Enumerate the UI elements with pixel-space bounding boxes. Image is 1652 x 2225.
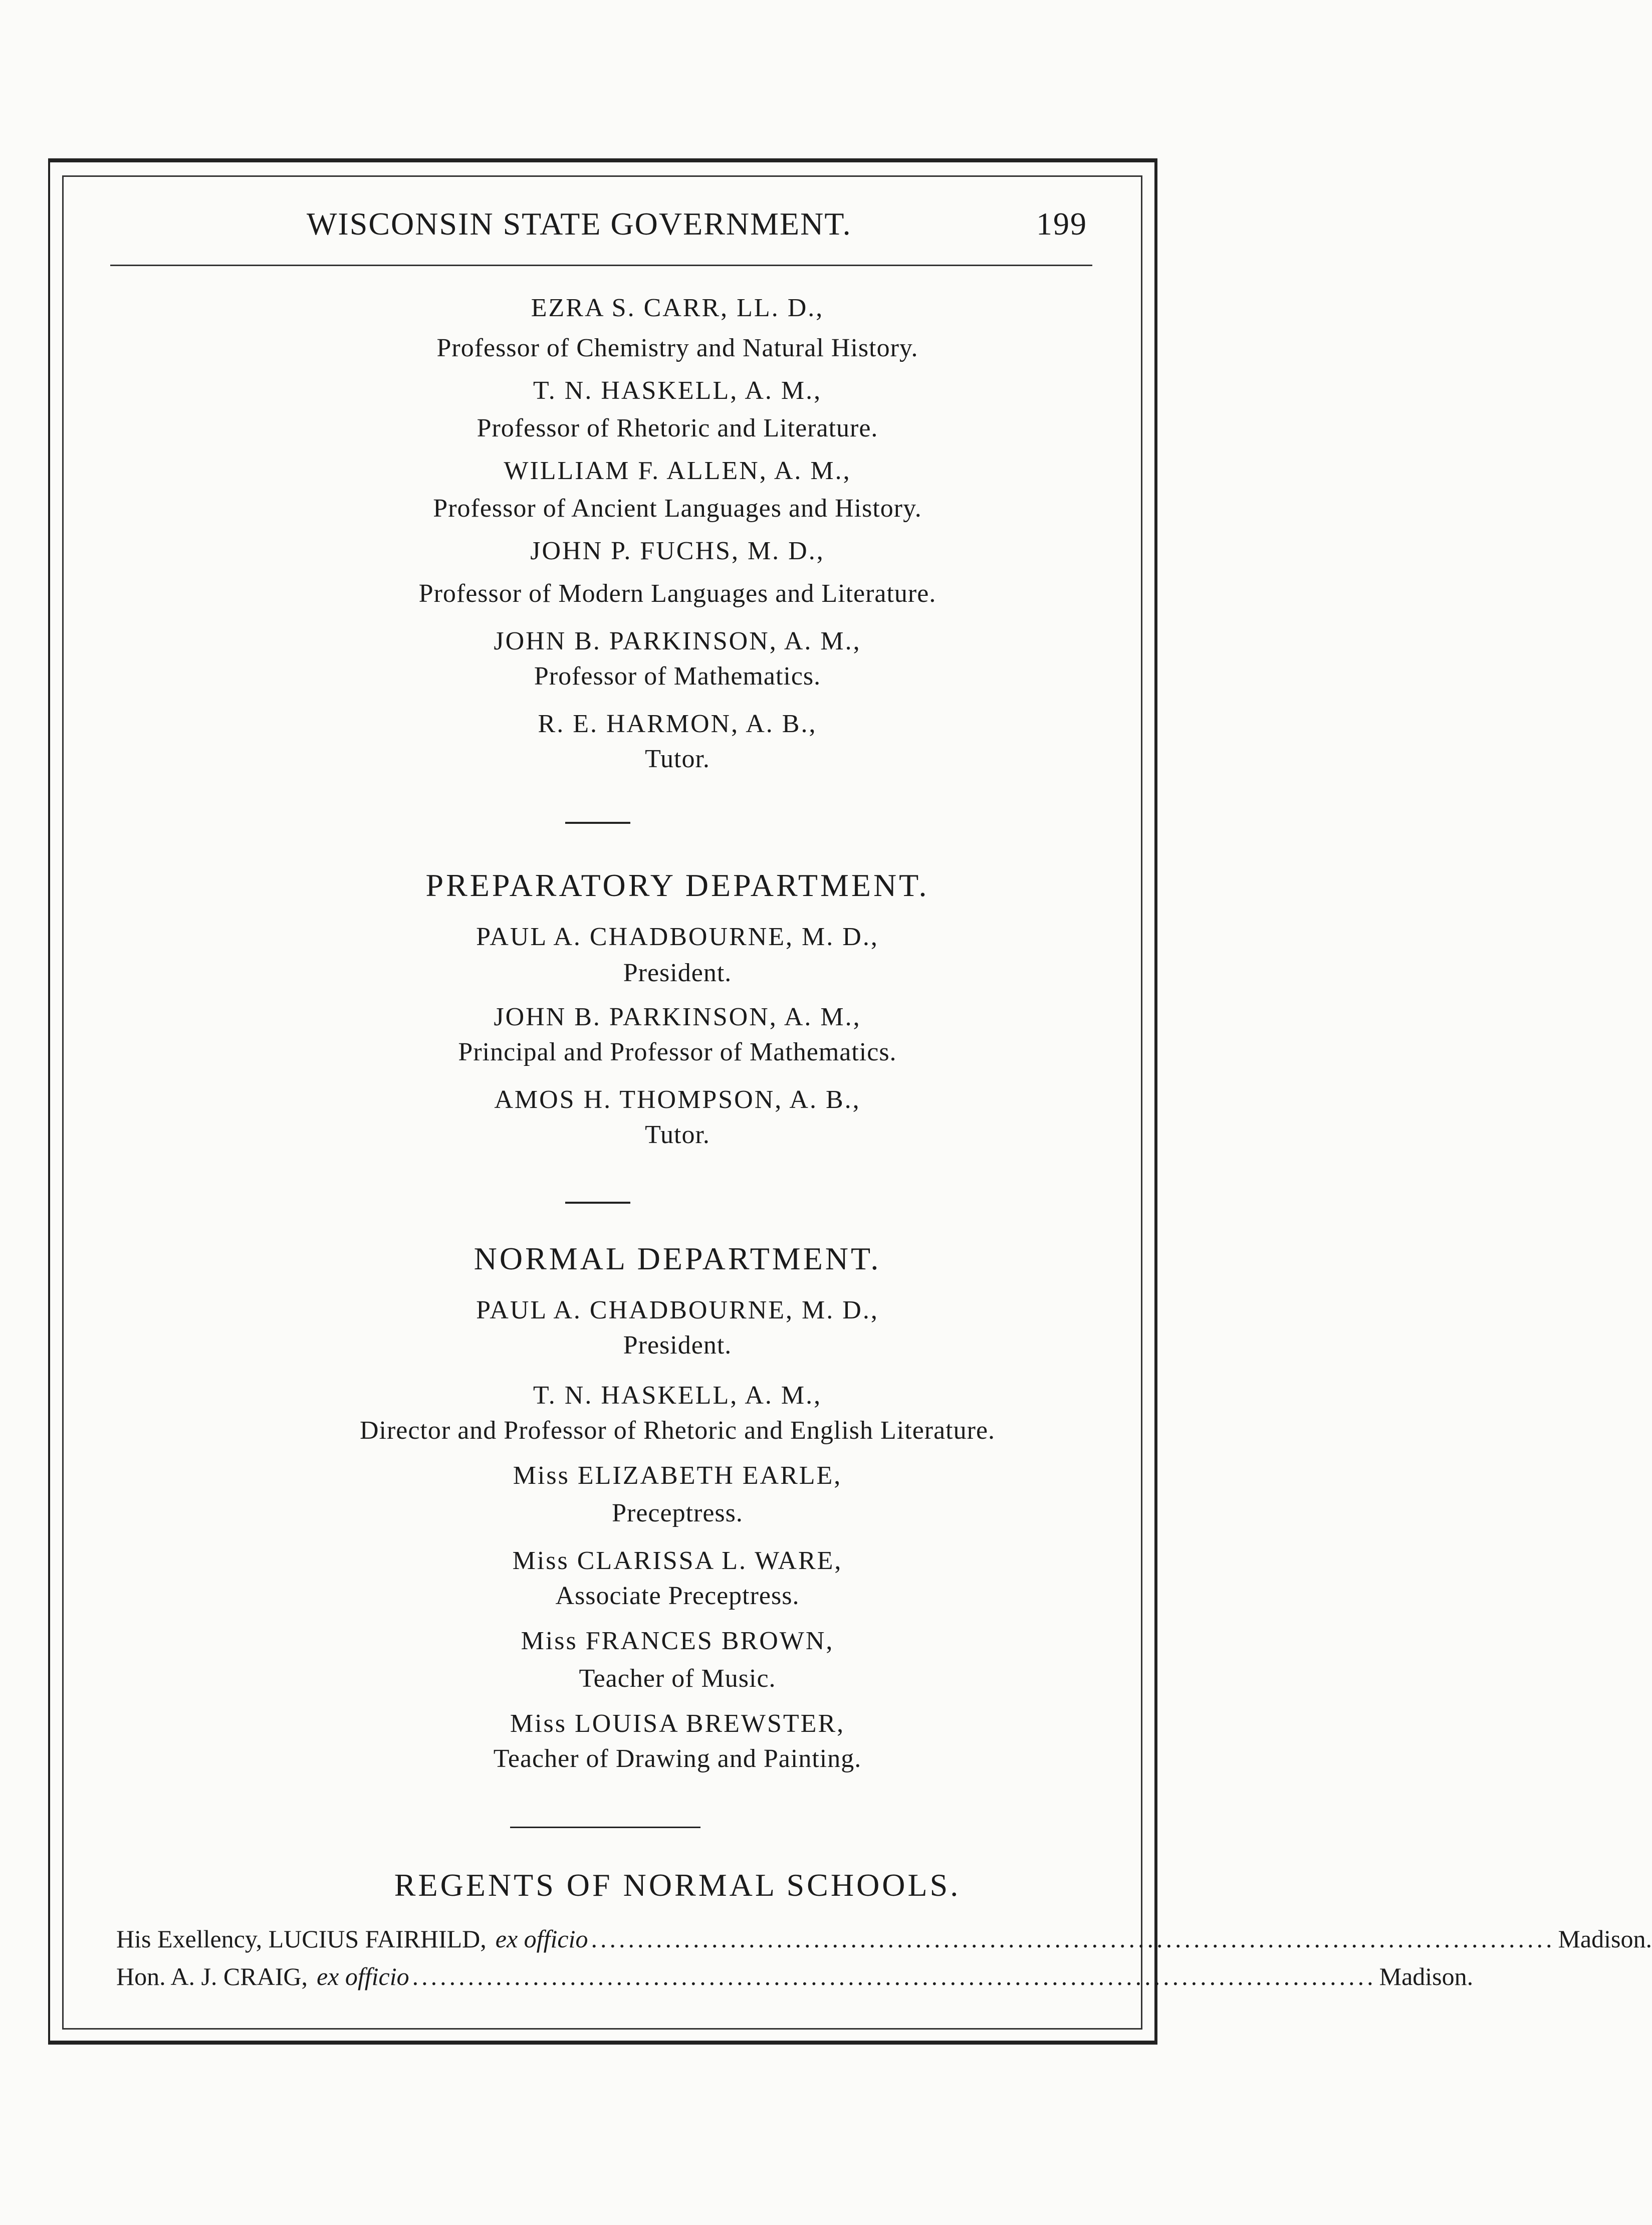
regent-name: Hon. A. J. CRAIG, [116,1962,308,1990]
preparatory-heading: PREPARATORY DEPARTMENT. [425,867,929,903]
staff-role: Associate Preceptress. [555,1582,800,1610]
faculty-role: Professor of Rhetoric and Literature. [477,414,878,442]
regent-office: ex officio [495,1925,588,1953]
regent-name: His Exellency, LUCIUS FAIRHILD, [116,1925,487,1953]
staff-name: AMOS H. THOMPSON, A. B., [494,1085,861,1114]
faculty-role: Professor of Modern Languages and Literature. [418,579,936,608]
staff-name: PAUL A. CHADBOURNE, M. D., [476,923,879,951]
staff-name: T. N. HASKELL, A. M., [533,1381,822,1410]
faculty-name: JOHN P. FUCHS, M. D., [530,537,825,565]
staff-role: Preceptress. [612,1499,743,1527]
staff-name: PAUL A. CHADBOURNE, M. D., [476,1296,879,1324]
staff-role: Principal and Professor of Mathematics. [458,1038,897,1066]
dot-leader: ........................................................................................................ [412,1962,1376,1990]
faculty-name: R. E. HARMON, A. B., [538,710,817,738]
faculty-role: Professor of Ancient Languages and History. [433,494,922,523]
section-divider [565,1202,630,1204]
staff-name: Miss LOUISA BREWSTER, [510,1709,845,1738]
page-number: 199 [1036,206,1087,242]
regent-row [116,1962,1474,1991]
faculty-role: Tutor. [645,745,710,773]
staff-role: President. [623,1331,732,1360]
regent-office: ex officio [316,1962,409,1990]
regent-place: Madison. [1558,1925,1652,1953]
regent-place: Madison. [1379,1962,1474,1990]
normal-heading: NORMAL DEPARTMENT. [474,1241,881,1276]
staff-name: Miss ELIZABETH EARLE, [513,1461,842,1490]
section-divider [510,1827,700,1828]
faculty-role: Professor of Mathematics. [534,662,821,691]
staff-name: JOHN B. PARKINSON, A. M., [494,1003,861,1031]
faculty-name: WILLIAM F. ALLEN, A. M., [504,457,851,485]
faculty-name: EZRA S. CARR, LL. D., [531,294,824,322]
staff-role: Teacher of Music. [579,1664,776,1693]
dot-leader: ........................................................................................................ [591,1925,1555,1953]
staff-name: Miss FRANCES BROWN, [521,1627,834,1655]
staff-role: Tutor. [645,1121,710,1149]
running-head: WISCONSIN STATE GOVERNMENT. [307,206,852,242]
staff-role: Director and Professor of Rhetoric and English Literature. [359,1416,996,1445]
section-divider [565,822,630,824]
faculty-name: JOHN B. PARKINSON, A. M., [494,627,861,655]
header-rule [110,265,1092,266]
staff-role: Teacher of Drawing and Painting. [493,1744,862,1773]
faculty-name: T. N. HASKELL, A. M., [533,376,822,405]
regent-row [116,1924,1652,1953]
staff-name: Miss CLARISSA L. WARE, [512,1546,843,1575]
faculty-role: Professor of Chemistry and Natural History. [436,334,918,362]
staff-role: President. [623,959,732,987]
regents-heading: REGENTS OF NORMAL SCHOOLS. [394,1867,961,1903]
